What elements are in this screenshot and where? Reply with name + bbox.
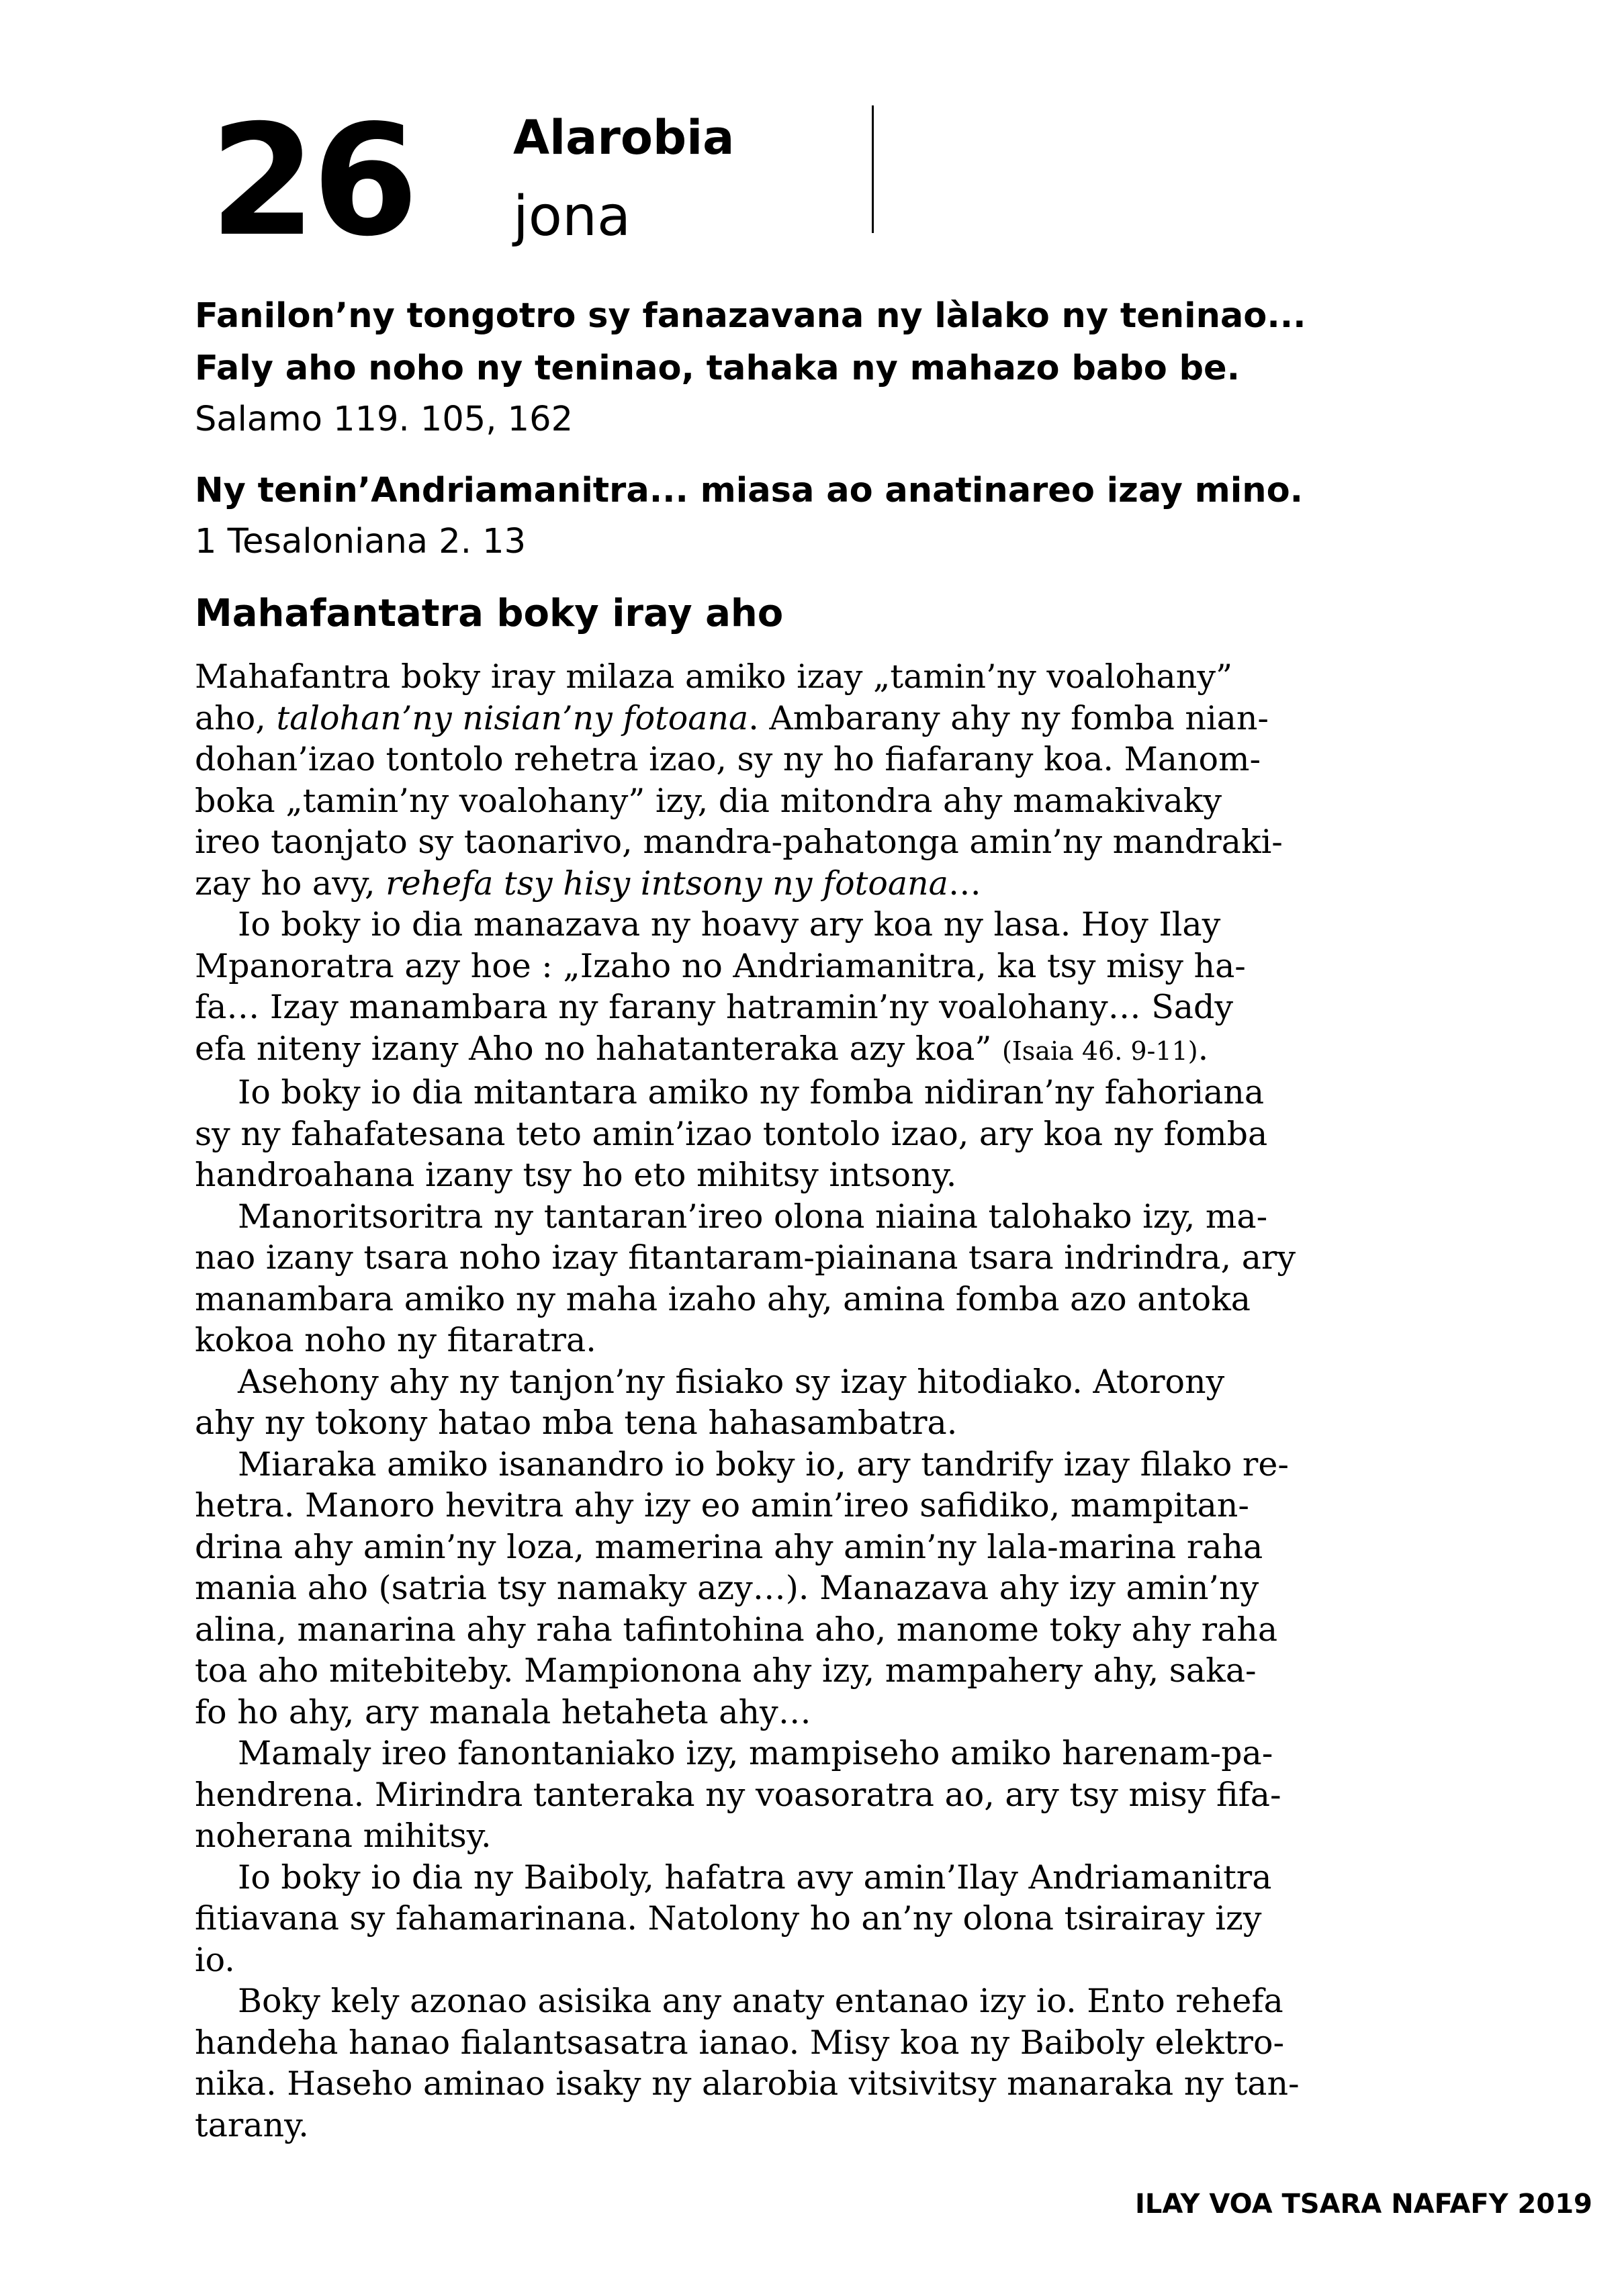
body-line: drina ahy amin’ny loza, mamerina ahy amin’ny lala-marina raha [195, 1527, 1263, 1566]
body-line: hetra. Manoro hevitra ahy izy eo amin’ireo safidiko, mampitan- [195, 1486, 1249, 1525]
verses-section [195, 290, 1471, 567]
body-line: Io boky io dia mitantara amiko ny fomba nidiran’ny fahoriana [238, 1073, 1265, 1111]
body-line: io. [195, 1940, 235, 1979]
body-text: aho, [195, 698, 277, 737]
body-line: Asehony ahy ny tanjon’ny fisiako sy izay hitodiako. Atorony [238, 1362, 1225, 1401]
body-line: sy ny fahafatesana teto amin’izao tontolo izao, ary koa ny fomba [195, 1114, 1268, 1153]
article-body [195, 656, 1457, 2146]
body-line: tarany. [195, 2105, 309, 2144]
verse-text-line: Ny tenin’Andriamanitra... miasa ao anatinareo izay mino. [195, 471, 1304, 510]
paragraph-3 [195, 1072, 1457, 1196]
body-line: noherana mihitsy. [195, 1817, 492, 1855]
body-line: Mamaly ireo fanontaniako izy, mampiseho amiko harenam-pa- [238, 1734, 1273, 1772]
body-line: Mahafantra boky iray milaza amiko izay „tamin’ny voalohany” [195, 657, 1233, 696]
verse-reference: Salamo 119. 105, 162 [195, 400, 574, 439]
body-line: fo ho ahy, ary manala hetaheta ahy… [195, 1692, 811, 1731]
article-title: Mahafantatra boky iray aho [195, 592, 784, 635]
body-text: . Ambarany ahy ny fomba nian- [748, 698, 1269, 737]
body-line: ahy ny tokony hatao mba tena hahasambatra. [195, 1404, 958, 1442]
emphasis-text: rehefa tsy hisy intsony ny fotoana [386, 864, 948, 903]
body-line: handroahana izany tsy ho eto mihitsy intsony. [195, 1156, 957, 1194]
body-line: nao izany tsara noho izay fitantaram-piainana tsara indrindra, ary [195, 1238, 1296, 1277]
paragraph-4 [195, 1196, 1457, 1361]
paragraph-2 [195, 904, 1457, 1072]
paragraph-1 [195, 656, 1457, 904]
publication-footer: ILAY VOA TSARA NAFAFY 2019 [1135, 2189, 1592, 2220]
body-line: alina, manarina ahy raha tafintohina aho, manome toky ahy raha [195, 1610, 1278, 1649]
body-text: efa niteny izany Aho no hahatanteraka azy koa” [195, 1029, 1002, 1068]
body-line: Io boky io dia ny Baiboly, hafatra avy amin’Ilay Andriamanitra [238, 1858, 1272, 1897]
date-number: 26 [210, 91, 415, 270]
verse-reference: 1 Tesaloniana 2. 13 [195, 522, 527, 561]
body-line: dohan’izao tontolo rehetra izao, sy ny ho fiafarany koa. Manom- [195, 740, 1261, 778]
paragraph-8 [195, 1857, 1457, 1981]
verse-text-line: Fanilon’ny tongotro sy fanazavana ny làlako ny teninao... [195, 296, 1306, 336]
body-line: boka „tamin’ny voalohany” izy, dia mitondra ahy mamakivaky [195, 781, 1222, 820]
body-line: manambara amiko ny maha izaho ahy, amina fomba azo antoka [195, 1279, 1251, 1318]
body-line: kokoa noho ny fitaratra. [195, 1321, 596, 1359]
body-text: . [1198, 1029, 1209, 1068]
verse-spacer [195, 445, 1471, 465]
weekday-label: Alarobia [513, 110, 735, 165]
body-line: mania aho (satria tsy namaky azy…). Manazava ahy izy amin’ny [195, 1569, 1259, 1607]
body-line: handeha hanao fialantsasatra ianao. Misy koa ny Baiboly elektro- [195, 2023, 1285, 2062]
body-line: Manoritsoritra ny tantaran’ireo olona niaina talohako izy, ma- [238, 1197, 1268, 1236]
body-line: nika. Haseho aminao isaky ny alarobia vitsivitsy manaraka ny tan- [195, 2064, 1300, 2103]
emphasis-text: talohan’ny nisian’ny fotoana [276, 698, 749, 737]
paragraph-7 [195, 1733, 1457, 1857]
scripture-reference: (Isaia 46. 9-11) [1001, 1036, 1198, 1066]
body-line: hendrena. Mirindra tanteraka ny voasoratra ao, ary tsy misy fifa- [195, 1775, 1281, 1814]
paragraph-9 [195, 1981, 1457, 2146]
header-divider [872, 105, 874, 233]
body-line: toa aho mitebiteby. Mampionona ahy izy, mampahery ahy, saka- [195, 1651, 1257, 1690]
body-line [195, 698, 1457, 739]
body-line: Miaraka amiko isanandro io boky io, ary tandrify izay filako re- [238, 1445, 1289, 1484]
body-text: zay ho avy, [195, 864, 386, 903]
paragraph-6 [195, 1444, 1457, 1733]
body-line: Mpanoratra azy hoe : „Izaho no Andriamanitra, ka tsy misy ha- [195, 946, 1246, 985]
month-label: jona [513, 185, 631, 248]
body-line: Boky kely azonao asisika any anaty entanao izy io. Ento rehefa [238, 1982, 1283, 2020]
verse-text-line: Faly aho noho ny teninao, tahaka ny mahazo babo be. [195, 349, 1240, 388]
body-line: fitiavana sy fahamarinana. Natolony ho an’ny olona tsirairay izy [195, 1899, 1262, 1938]
verse-block-1 [195, 290, 1471, 445]
body-text: … [948, 864, 981, 903]
body-line: Io boky io dia manazava ny hoavy ary koa ny lasa. Hoy Ilay [238, 905, 1221, 944]
body-line: ireo taonjato sy taonarivo, mandra-pahatonga amin’ny mandraki- [195, 823, 1283, 861]
paragraph-5 [195, 1361, 1457, 1444]
body-line [195, 863, 1457, 905]
body-line: fa… Izay manambara ny farany hatramin’ny voalohany… Sady [195, 988, 1234, 1026]
body-line [195, 1028, 1457, 1073]
verse-block-2 [195, 465, 1471, 567]
